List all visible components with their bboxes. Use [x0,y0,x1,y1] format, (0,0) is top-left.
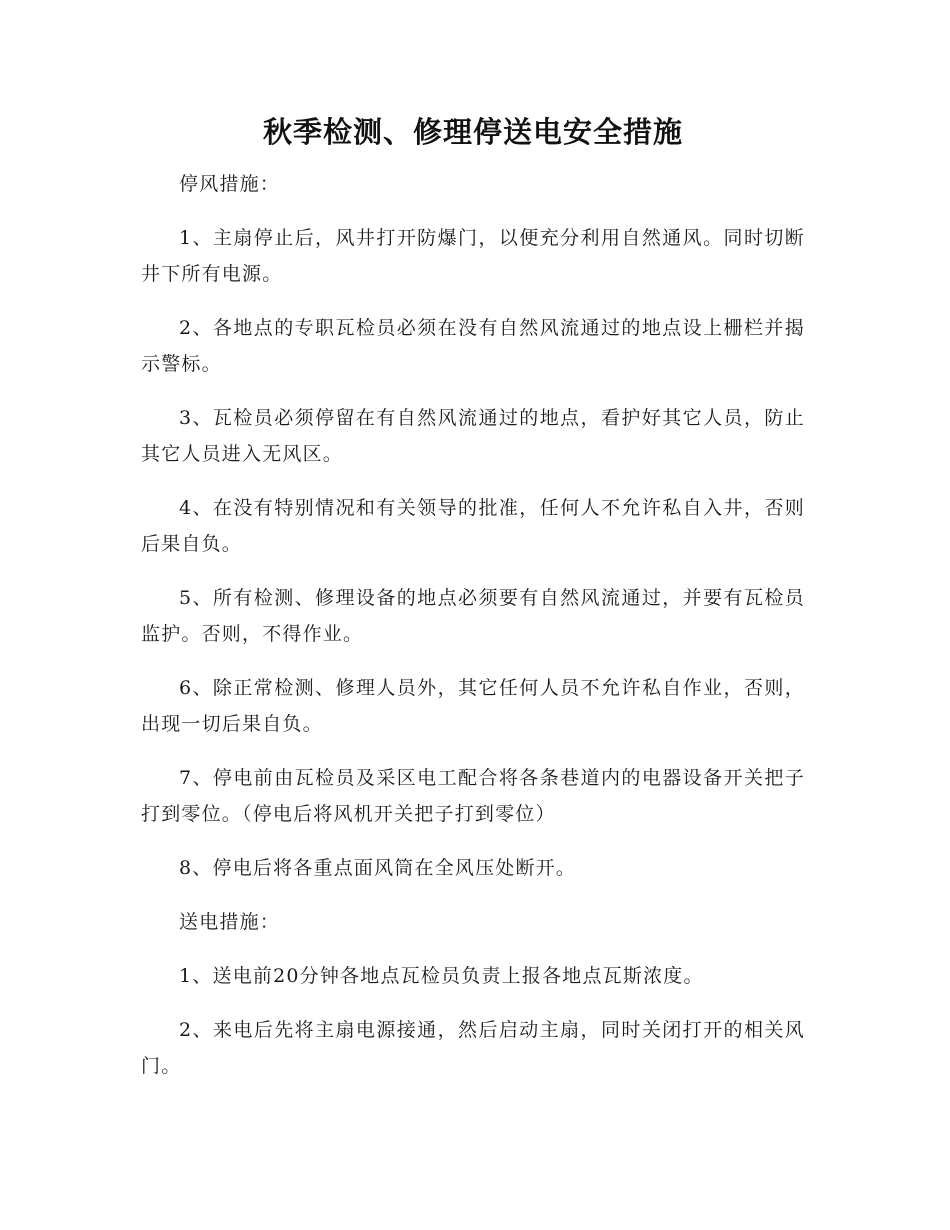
paragraph-stop-6: 6、除正常检测、修理人员外，其它任何人员不允许私自作业，否则，出现一切后果自负。 [141,677,805,735]
paragraph-stop-5: 5、所有检测、修理设备的地点必须要有自然风流通过，并要有瓦检员监护。否则，不得作业。 [141,587,805,645]
paragraph-stop-4: 4、在没有特别情况和有关领导的批准，任何人不允许私自入井，否则后果自负。 [141,497,805,555]
paragraph-stop-8: 8、停电后将各重点面风筒在全风压处断开。 [179,857,577,879]
paragraph-restore-2: 2、来电后先将主扇电源接通，然后启动主扇，同时关闭打开的相关风门。 [141,1019,805,1077]
document-body [141,166,805,1102]
section-heading-power-restore: 送电措施： [179,911,281,933]
paragraph-restore-1: 1、送电前20分钟各地点瓦检员负责上报各地点瓦斯浓度。 [179,965,704,987]
paragraph-stop-2: 2、各地点的专职瓦检员必须在没有自然风流通过的地点设上栅栏并揭示警标。 [141,317,805,375]
paragraph-stop-3: 3、瓦检员必须停留在有自然风流通过的地点，看护好其它人员，防止其它人员进入无风区。 [141,407,805,465]
section-heading-ventilation-stop: 停风措施： [179,173,281,195]
document-title: 秋季检测、修理停送电安全措施 [262,115,683,149]
paragraph-stop-7: 7、停电前由瓦检员及采区电工配合将各条巷道内的电器设备开关把子打到零位。（停电后将风机开关把子打到零位） [141,767,805,825]
paragraph-stop-1: 1、主扇停止后，风井打开防爆门，以便充分利用自然通风。同时切断井下所有电源。 [141,227,805,285]
